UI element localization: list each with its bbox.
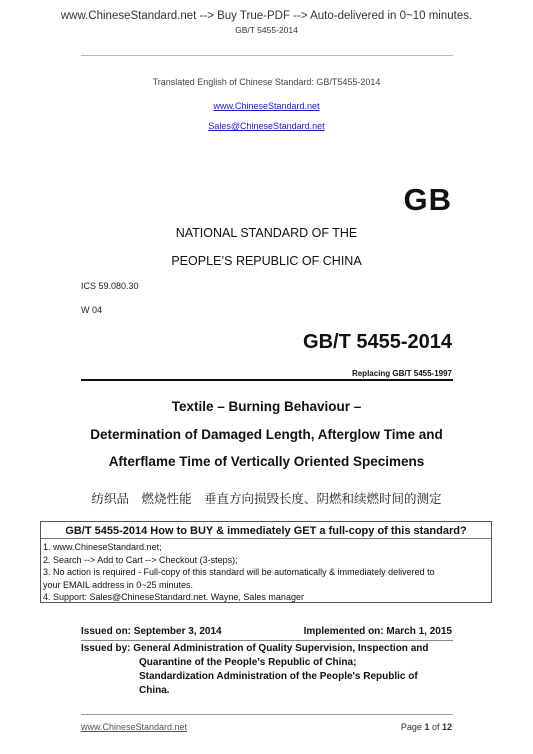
website-link-row	[0, 96, 533, 114]
page-total: 12	[441, 722, 452, 732]
footer-website-link[interactable]: www.ChineseStandard.net	[81, 722, 188, 732]
email-link[interactable]: Sales@ChineseStandard.net	[208, 121, 325, 131]
footer-link-row	[81, 722, 187, 732]
buy-step: 1. www.ChineseStandard.net;	[43, 542, 162, 552]
page-number: 1	[424, 722, 430, 732]
w-code: W 04	[81, 305, 103, 315]
buy-box	[40, 521, 492, 603]
national-standard-line2: PEOPLE’S REPUBLIC OF CHINA	[171, 254, 362, 268]
header-standard-code: GB/T 5455-2014	[235, 25, 298, 35]
buy-steps-list	[43, 541, 435, 604]
header-divider	[81, 55, 453, 56]
national-standard-line1: NATIONAL STANDARD OF THE	[175, 226, 358, 240]
issued-by-line2: Quarantine of the People's Republic of China;	[139, 657, 357, 668]
page-mid: of	[429, 722, 442, 732]
translated-note: Translated English of Chinese Standard: GB/T5455-2014	[152, 77, 381, 87]
page-indicator	[401, 722, 452, 732]
email-link-row	[0, 116, 533, 134]
chinese-title: 纺织品 燃烧性能 垂直方向损毁长度、阴燃和续燃时间的测定	[91, 492, 442, 506]
standard-code: GB/T 5455-2014	[303, 331, 452, 353]
ics-code: ICS 59.080.30	[81, 281, 139, 291]
issued-divider	[81, 640, 453, 641]
page-prefix: Page	[400, 722, 425, 732]
issued-on: Issued on: September 3, 2014	[81, 626, 222, 637]
header-tagline: www.ChineseStandard.net --> Buy True-PDF --> Auto-delivered in 0~10 minutes.	[60, 10, 473, 22]
buy-step: 4. Support: Sales@ChineseStandard.net. Wayne, Sales manager	[43, 592, 304, 602]
website-link[interactable]: www.ChineseStandard.net	[213, 101, 320, 111]
footer-divider	[81, 714, 453, 715]
title-line1: Textile – Burning Behaviour –	[171, 399, 362, 414]
title-divider	[81, 379, 453, 381]
buy-step: 3. No action is required - Full-copy of this standard will be automatically & immediately delivered to	[43, 567, 435, 577]
buy-step: 2. Search --> Add to Cart --> Checkout (3-steps);	[43, 554, 238, 565]
buy-step: your EMAIL address in 0~25 minutes.	[43, 579, 193, 590]
issued-by-line3: Standardization Administration of the People's Republic of	[139, 671, 418, 682]
title-line2: Determination of Damaged Length, Afterglow Time and	[90, 427, 443, 442]
implemented-on: Implemented on: March 1, 2015	[303, 626, 452, 637]
title-line3: Afterflame Time of Vertically Oriented Specimens	[108, 454, 425, 469]
gb-mark: GB	[403, 182, 452, 217]
buy-box-divider	[41, 538, 491, 539]
issued-by-line1: Issued by: General Administration of Quality Supervision, Inspection and	[81, 643, 429, 654]
buy-box-title: GB/T 5455-2014 How to BUY & immediately GET a full-copy of this standard?	[65, 525, 467, 537]
replacing-note: Replacing GB/T 5455-1997	[351, 369, 452, 378]
issued-by-line4: China.	[139, 685, 170, 696]
